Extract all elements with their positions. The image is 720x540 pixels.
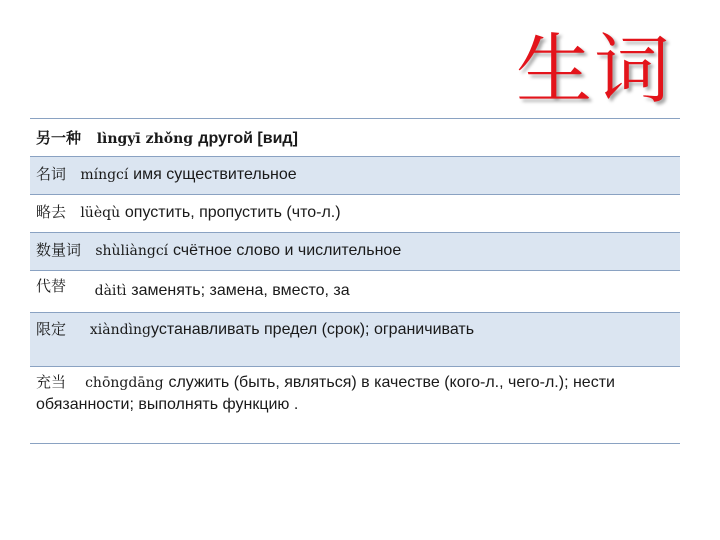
vocab-row [30,233,680,271]
vocab-meaning: опустить, пропустить (что-л.) [124,204,341,221]
vocab-meaning: устанавливать предел (срок); ограничивать [151,321,475,338]
vocab-row [30,271,680,313]
vocab-hanzi: 充当 [36,373,67,391]
vocab-row [30,119,680,157]
vocab-table [30,118,680,444]
vocab-meaning: счётное слово и числительное [172,242,402,259]
vocab-hanzi: 另一种 [36,129,82,147]
vocab-meaning: служить (быть, являться) в качестве (кого-л., чего-л.); нести обязанности; выполнять функцию . [36,374,615,413]
vocab-hanzi: 限定 [36,320,67,338]
vocab-pinyin: xiàndìng [89,322,152,338]
slide-title: 生词 [516,25,672,114]
vocab-pinyin: lüèqù [80,205,121,221]
vocab-hanzi: 数量词 [36,241,82,259]
vocab-hanzi: 名词 [36,165,67,183]
vocab-pinyin: chōngdāng [85,375,164,391]
vocab-pinyin: lìngyī zhǒng [96,131,194,147]
vocab-hanzi: 略去 [36,203,67,221]
vocab-pinyin: shùliàngcí [95,243,169,259]
vocab-row [30,367,680,443]
vocab-meaning: другой [вид] [198,130,298,147]
vocab-meaning: заменять; замена, вместо, за [131,282,350,299]
vocab-hanzi: 代替 [36,277,67,295]
vocab-meaning: имя существительное [133,166,297,183]
vocab-pinyin: dàitì [94,283,127,299]
vocab-row [30,195,680,233]
vocab-pinyin: míngcí [80,167,129,183]
vocab-row [30,157,680,195]
vocab-row [30,313,680,367]
